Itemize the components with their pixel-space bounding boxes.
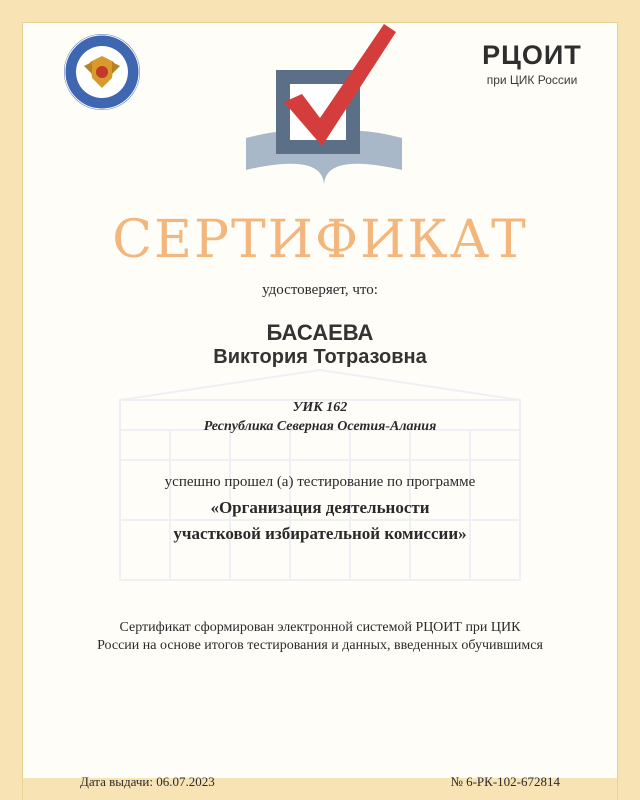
brand-subtitle: при ЦИК России	[486, 73, 578, 87]
certifies-text: удостоверяет, что:	[262, 282, 378, 298]
passed-text: успешно прошел (а) тестирование по программе	[164, 474, 476, 490]
cec-emblem-seal	[62, 32, 142, 112]
issue-date: Дата выдачи: 06.07.2023	[80, 774, 215, 789]
program-title-line2: участковой избирательной комиссии»	[173, 524, 467, 543]
checkmark-logo-icon	[224, 14, 424, 190]
certificate-number: № 6-РК-102-672814	[450, 774, 560, 789]
rcoit-brand	[472, 40, 592, 87]
commission-id: УИК 162	[292, 400, 348, 415]
program-title-line1: «Организация деятельности	[210, 498, 430, 517]
formed-note-line2: России на основе итогов тестирования и данных, введенных обучившимся	[97, 638, 543, 653]
recipient-surname: БАСАЕВА	[266, 320, 374, 345]
recipient-name: Виктория Тотразовна	[213, 346, 427, 368]
brand-name: РЦОИТ	[482, 40, 582, 70]
region-name: Республика Северная Осетия-Алания	[203, 419, 437, 434]
formed-note-line1: Сертификат сформирован электронной системой РЦОИТ при ЦИК	[119, 620, 521, 635]
certificate-title: СЕРТИФИКАТ	[112, 210, 528, 270]
